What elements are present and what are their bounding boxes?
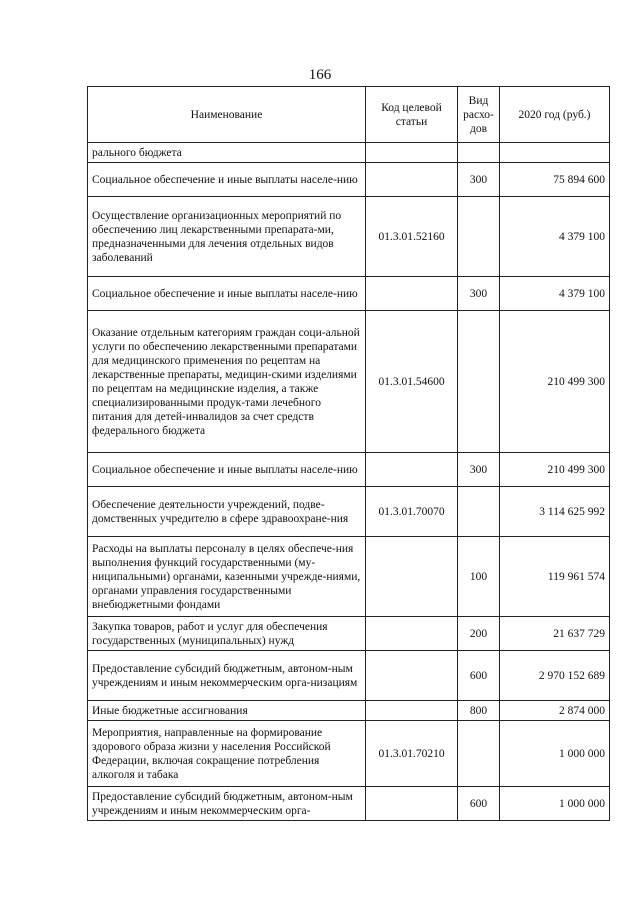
row-amount: 4 379 100 xyxy=(500,277,610,311)
row-amount: 21 637 729 xyxy=(500,617,610,651)
table-row xyxy=(88,787,610,821)
table-row xyxy=(88,701,610,721)
header-amount: 2020 год (руб.) xyxy=(500,87,610,143)
row-type: 600 xyxy=(458,651,500,701)
row-amount: 210 499 300 xyxy=(500,453,610,487)
table-row xyxy=(88,197,610,277)
row-code: 01.3.01.52160 xyxy=(366,197,458,277)
row-name: Иные бюджетные ассигнования xyxy=(88,701,366,721)
row-type xyxy=(458,311,500,453)
row-type: 200 xyxy=(458,617,500,651)
budget-table xyxy=(87,86,610,821)
row-type: 300 xyxy=(458,163,500,197)
row-type xyxy=(458,721,500,787)
row-type: 100 xyxy=(458,537,500,617)
table-row xyxy=(88,163,610,197)
row-amount: 2 874 000 xyxy=(500,701,610,721)
table-row xyxy=(88,277,610,311)
row-name: Обеспечение деятельности учреждений, подве-домственных учредителю в сфере здравоохране-ния xyxy=(88,487,366,537)
row-type: 800 xyxy=(458,701,500,721)
row-amount: 1 000 000 xyxy=(500,721,610,787)
table-row xyxy=(88,537,610,617)
row-name: Предоставление субсидий бюджетным, автоном-ным учреждениям и иным некоммерческим орга- xyxy=(88,787,366,821)
row-code xyxy=(366,651,458,701)
row-code xyxy=(366,701,458,721)
row-code xyxy=(366,537,458,617)
row-amount: 4 379 100 xyxy=(500,197,610,277)
row-amount: 1 000 000 xyxy=(500,787,610,821)
row-code xyxy=(366,143,458,163)
row-type: 300 xyxy=(458,453,500,487)
table-header-row xyxy=(88,87,610,143)
table-row xyxy=(88,721,610,787)
row-type xyxy=(458,143,500,163)
row-name: Закупка товаров, работ и услуг для обеспечения государственных (муниципальных) нужд xyxy=(88,617,366,651)
row-type xyxy=(458,197,500,277)
table-row xyxy=(88,453,610,487)
row-code: 01.3.01.70210 xyxy=(366,721,458,787)
row-name: Социальное обеспечение и иные выплаты населе-нию xyxy=(88,453,366,487)
row-amount: 3 114 625 992 xyxy=(500,487,610,537)
row-amount: 119 961 574 xyxy=(500,537,610,617)
row-type: 600 xyxy=(458,787,500,821)
header-code: Код целевой статьи xyxy=(366,87,458,143)
table-row xyxy=(88,143,610,163)
row-code xyxy=(366,277,458,311)
row-name: Предоставление субсидий бюджетным, автоном-ным учреждениям и иным некоммерческим орга-низациям xyxy=(88,651,366,701)
table-row xyxy=(88,487,610,537)
row-name: Оказание отдельным категориям граждан соци-альной услуги по обеспечению лекарственными препаратами для медицинского применения по рецептам на лекарственные препараты, медицин-скими изделиями по рецептам на медицинские изделия, а также специализированными продук-тами лечебного питания для детей-инвалидов за счет средств федерального бюджета xyxy=(88,311,366,453)
table-body xyxy=(88,143,610,821)
table-row xyxy=(88,311,610,453)
row-code xyxy=(366,453,458,487)
row-amount: 75 894 600 xyxy=(500,163,610,197)
row-name: Осуществление организационных мероприятий по обеспечению лиц лекарственными препарата-ми, предназначенными для лечения отдельных видов заболеваний xyxy=(88,197,366,277)
row-amount: 2 970 152 689 xyxy=(500,651,610,701)
row-code xyxy=(366,617,458,651)
row-amount xyxy=(500,143,610,163)
table-row xyxy=(88,617,610,651)
row-amount: 210 499 300 xyxy=(500,311,610,453)
row-name: Расходы на выплаты персоналу в целях обеспече-ния выполнения функций государственными (му-ниципальными) органами, казенными учрежде-ниями, органами управления государственными внебюджетными фондами xyxy=(88,537,366,617)
row-code: 01.3.01.54600 xyxy=(366,311,458,453)
header-type: Вид расхо-дов xyxy=(458,87,500,143)
row-code xyxy=(366,163,458,197)
row-name: Социальное обеспечение и иные выплаты населе-нию xyxy=(88,163,366,197)
page-number: 166 xyxy=(308,67,332,83)
row-type xyxy=(458,487,500,537)
row-name: Социальное обеспечение и иные выплаты населе-нию xyxy=(88,277,366,311)
row-name: Мероприятия, направленные на формирование здорового образа жизни у населения Российской Федерации, включая сокращение потребления алкоголя и табака xyxy=(88,721,366,787)
row-code: 01.3.01.70070 xyxy=(366,487,458,537)
table-row xyxy=(88,651,610,701)
header-name: Наименование xyxy=(88,87,366,143)
row-name: рального бюджета xyxy=(88,143,366,163)
row-code xyxy=(366,787,458,821)
row-type: 300 xyxy=(458,277,500,311)
